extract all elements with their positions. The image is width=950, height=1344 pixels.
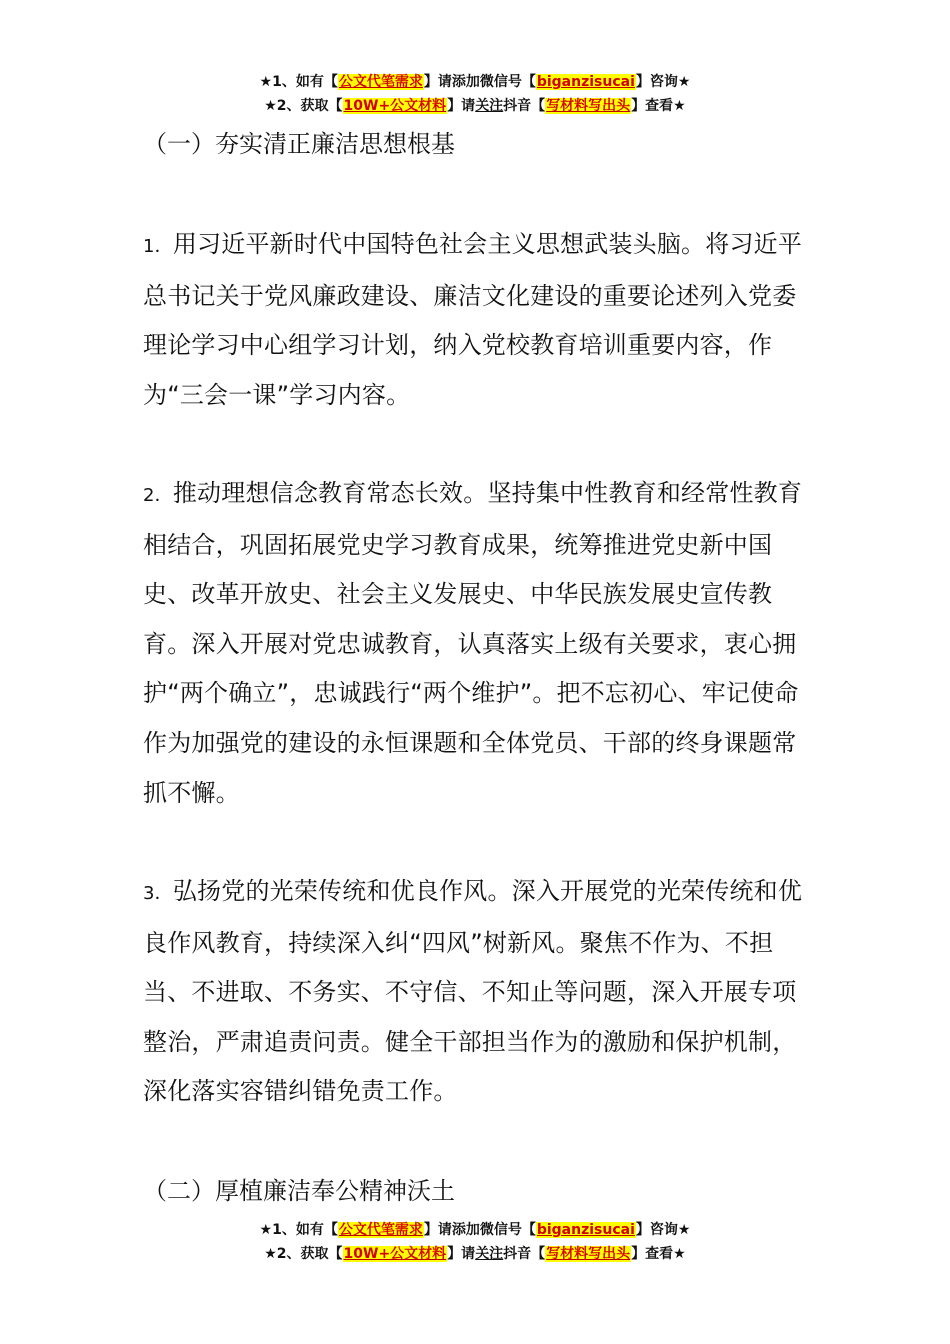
- promo-line-2: [0, 1242, 950, 1266]
- item-text: 推动理想信念教育常态长效。坚持集中性教育和经常性教育相结合，巩固拓展党史学习教育成果，统筹推进党史新中国史、改革开放史、社会主义发展史、中华民族发展史宣传教育。深入开展对党忠诚教育，认真落实上级有关要求，衷心拥护“两个确立”，忠诚践行“两个维护”。把不忘初心、牢记使命作为加强党的建设的永恒课题和全体党员、干部的终身课题常抓不懈。: [143, 479, 803, 807]
- promo-text: 】查看★: [631, 98, 686, 114]
- promo-highlight-materials: 10W+公文材料: [343, 98, 447, 114]
- promo-text: 】查看★: [631, 1246, 686, 1262]
- promo-highlight-douyin: 写材料写出头: [546, 98, 631, 114]
- paragraph-item-2: [143, 469, 813, 818]
- promo-highlight-wechat: biganzisucai: [536, 1222, 635, 1238]
- promo-text: 抖音【: [503, 98, 546, 114]
- promo-line-1: [0, 70, 950, 94]
- promo-highlight-materials: 10W+公文材料: [343, 1246, 447, 1262]
- promo-text: 】咨询★: [635, 1222, 691, 1238]
- item-number: 1．: [143, 236, 173, 257]
- promo-text: ★1、如有【: [259, 74, 338, 90]
- paragraph-item-1: [143, 220, 813, 420]
- item-text: 弘扬党的光荣传统和优良作风。深入开展党的光荣传统和优良作风教育，持续深入纠“四风”树新风。聚焦不作为、不担当、不进取、不务实、不守信、不知止等问题，深入开展专项整治，严肃追责问责。健全干部担当作为的激励和保护机制，深化落实容错纠错免责工作。: [143, 877, 803, 1106]
- promo-line-2: [0, 94, 950, 118]
- promo-banner-top: [0, 70, 950, 118]
- promo-line-1: [0, 1218, 950, 1242]
- promo-text-follow: 关注: [475, 98, 504, 114]
- promo-text: 】请添加微信号【: [423, 74, 536, 90]
- promo-banner-bottom: [0, 1218, 950, 1266]
- promo-text: 】请: [447, 1246, 476, 1262]
- promo-text: 】请添加微信号【: [423, 1222, 536, 1238]
- promo-text: ★2、获取【: [264, 98, 343, 114]
- paragraph-item-3: [143, 867, 813, 1117]
- promo-text: ★1、如有【: [259, 1222, 338, 1238]
- promo-text: ★2、获取【: [264, 1246, 343, 1262]
- promo-highlight-service: 公文代笔需求: [338, 1222, 423, 1238]
- section-heading-1: （一）夯实清正廉洁思想根基: [143, 130, 455, 158]
- promo-highlight-douyin: 写材料写出头: [546, 1246, 631, 1262]
- promo-text: 抖音【: [503, 1246, 546, 1262]
- promo-text-follow: 关注: [475, 1246, 504, 1262]
- promo-highlight-service: 公文代笔需求: [338, 74, 423, 90]
- item-number: 3．: [143, 883, 173, 904]
- promo-text: 】咨询★: [635, 74, 691, 90]
- section-heading-2: （二）厚植廉洁奉公精神沃土: [143, 1177, 455, 1205]
- promo-highlight-wechat: biganzisucai: [536, 74, 635, 90]
- item-number: 2．: [143, 485, 173, 506]
- promo-text: 】请: [447, 98, 476, 114]
- item-text: 用习近平新时代中国特色社会主义思想武装头脑。将习近平总书记关于党风廉政建设、廉洁文化建设的重要论述列入党委理论学习中心组学习计划，纳入党校教育培训重要内容，作为“三会一课”学习内容。: [143, 230, 803, 409]
